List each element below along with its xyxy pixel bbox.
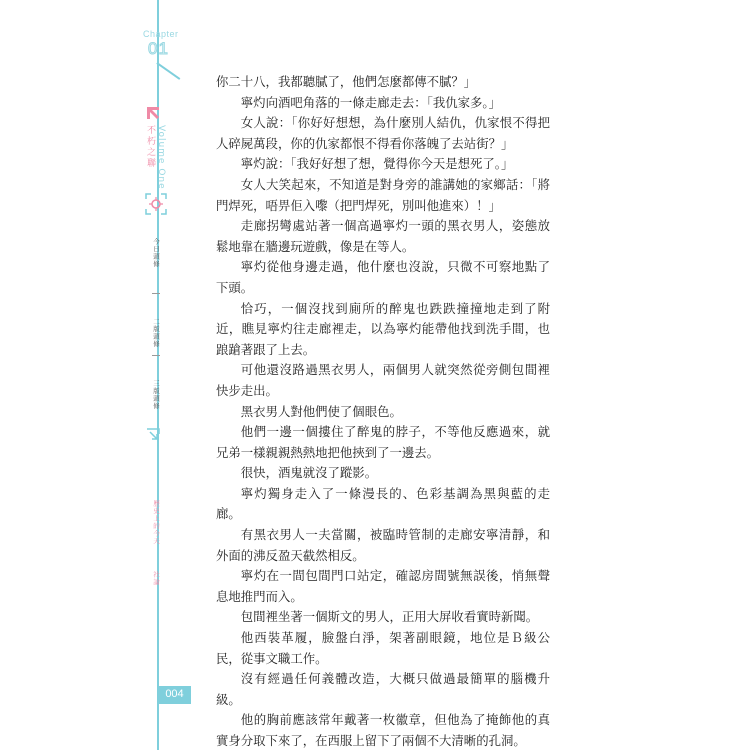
bracket-arrow-icon [146, 428, 160, 442]
paragraph: 沒有經過任何義體改造，大概只做過最簡單的腦機升級。 [216, 671, 550, 707]
paragraph: 包間裡坐著一個斯文的男人，正用大屏收看實時新聞。 [240, 609, 539, 625]
margin-rail-notch [157, 62, 181, 79]
toc-item-third-headline: 三版頭條 [152, 380, 160, 410]
paragraph: 寧灼從他身邊走過，他什麼也沒說，只微不可察地點了下頭。 [216, 259, 550, 295]
toc-separator [152, 293, 160, 294]
body-text [216, 72, 550, 752]
paragraph: 恰巧，一個沒找到廁所的醉鬼也跌跌撞撞地走到了附近，瞧見寧灼往走廊裡走，以為寧灼能帶他找到洗手間，也踉蹌著跟了上去。 [216, 300, 550, 357]
toc-item-headline: 今日頭條 [152, 238, 160, 268]
paragraph: 寧灼在一間包間門口站定，確認房間號無誤後，悄無聲息地推門而入。 [216, 568, 550, 604]
paragraph: 寧灼向酒吧角落的一條走廊走去：「我仇家多。」 [240, 94, 501, 110]
page-number: 004 [165, 688, 184, 700]
paragraph: 黑衣男人對他們使了個眼色。 [240, 403, 402, 419]
series-title: 不朽之聯 [145, 125, 155, 169]
paragraph: 你二十八，我都聽膩了，他們怎麼都傳不膩？」 [216, 74, 477, 89]
paragraph: 女人說：「你好好想想，為什麼別人結仇，仇家恨不得把人碎屍萬段，你的仇家都恨不得看你落魄了去站街？」 [216, 115, 550, 151]
arrow-icon [145, 105, 161, 121]
paragraph: 他西裝革履，臉盤白淨，架著副眼鏡，地位是Ｂ級公民，從事文職工作。 [216, 630, 550, 666]
toc-separator [152, 355, 160, 356]
toc-item-history-today: 歷史上的今天 [152, 500, 160, 545]
toc-item-editorial: 社論 [152, 571, 160, 586]
paragraph: 很快，酒鬼就沒了蹤影。 [240, 465, 378, 481]
paragraph: 他的胸前應該常年戴著一枚徽章，但他為了掩飾他的真實身分取下來了，在西服上留下了兩個不大清晰的孔洞。 [216, 712, 550, 748]
paragraph: 寧灼說：「我好好想了想，覺得你今天是想死了。」 [240, 156, 514, 172]
crosshair-icon [145, 193, 167, 215]
volume-label: Volume One [156, 125, 166, 190]
paragraph: 他們一邊一個摟住了醉鬼的脖子，不等他反應過來，就兄弟一樣親親熱熱地把他挾到了一邊去。 [216, 424, 550, 460]
paragraph: 有黑衣男人一夫當關，被臨時管制的走廊安寧清靜，和外面的沸反盈天截然相反。 [216, 527, 550, 563]
paragraph: 寧灼獨身走入了一條漫長的、色彩基調為黑與藍的走廊。 [216, 485, 550, 522]
page-number-rule [158, 702, 191, 704]
chapter-label: Chapter [143, 29, 179, 39]
chapter-number: 01 [148, 39, 169, 58]
paragraph: 可他還沒路過黑衣男人，兩個男人就突然從旁側包間裡快步走出。 [216, 362, 550, 398]
toc-item-second-headline: 二版頭條 [152, 318, 160, 348]
paragraph: 走廊拐彎處站著一個高過寧灼一頭的黑衣男人，姿態放鬆地靠在牆邊玩遊戲，像是在等人。 [216, 218, 550, 254]
paragraph: 女人大笑起來，不知道是對身旁的誰講她的家鄉話：「將門焊死，唔畀佢入嚟（把門焊死，別叫他進來）！」 [216, 176, 550, 213]
